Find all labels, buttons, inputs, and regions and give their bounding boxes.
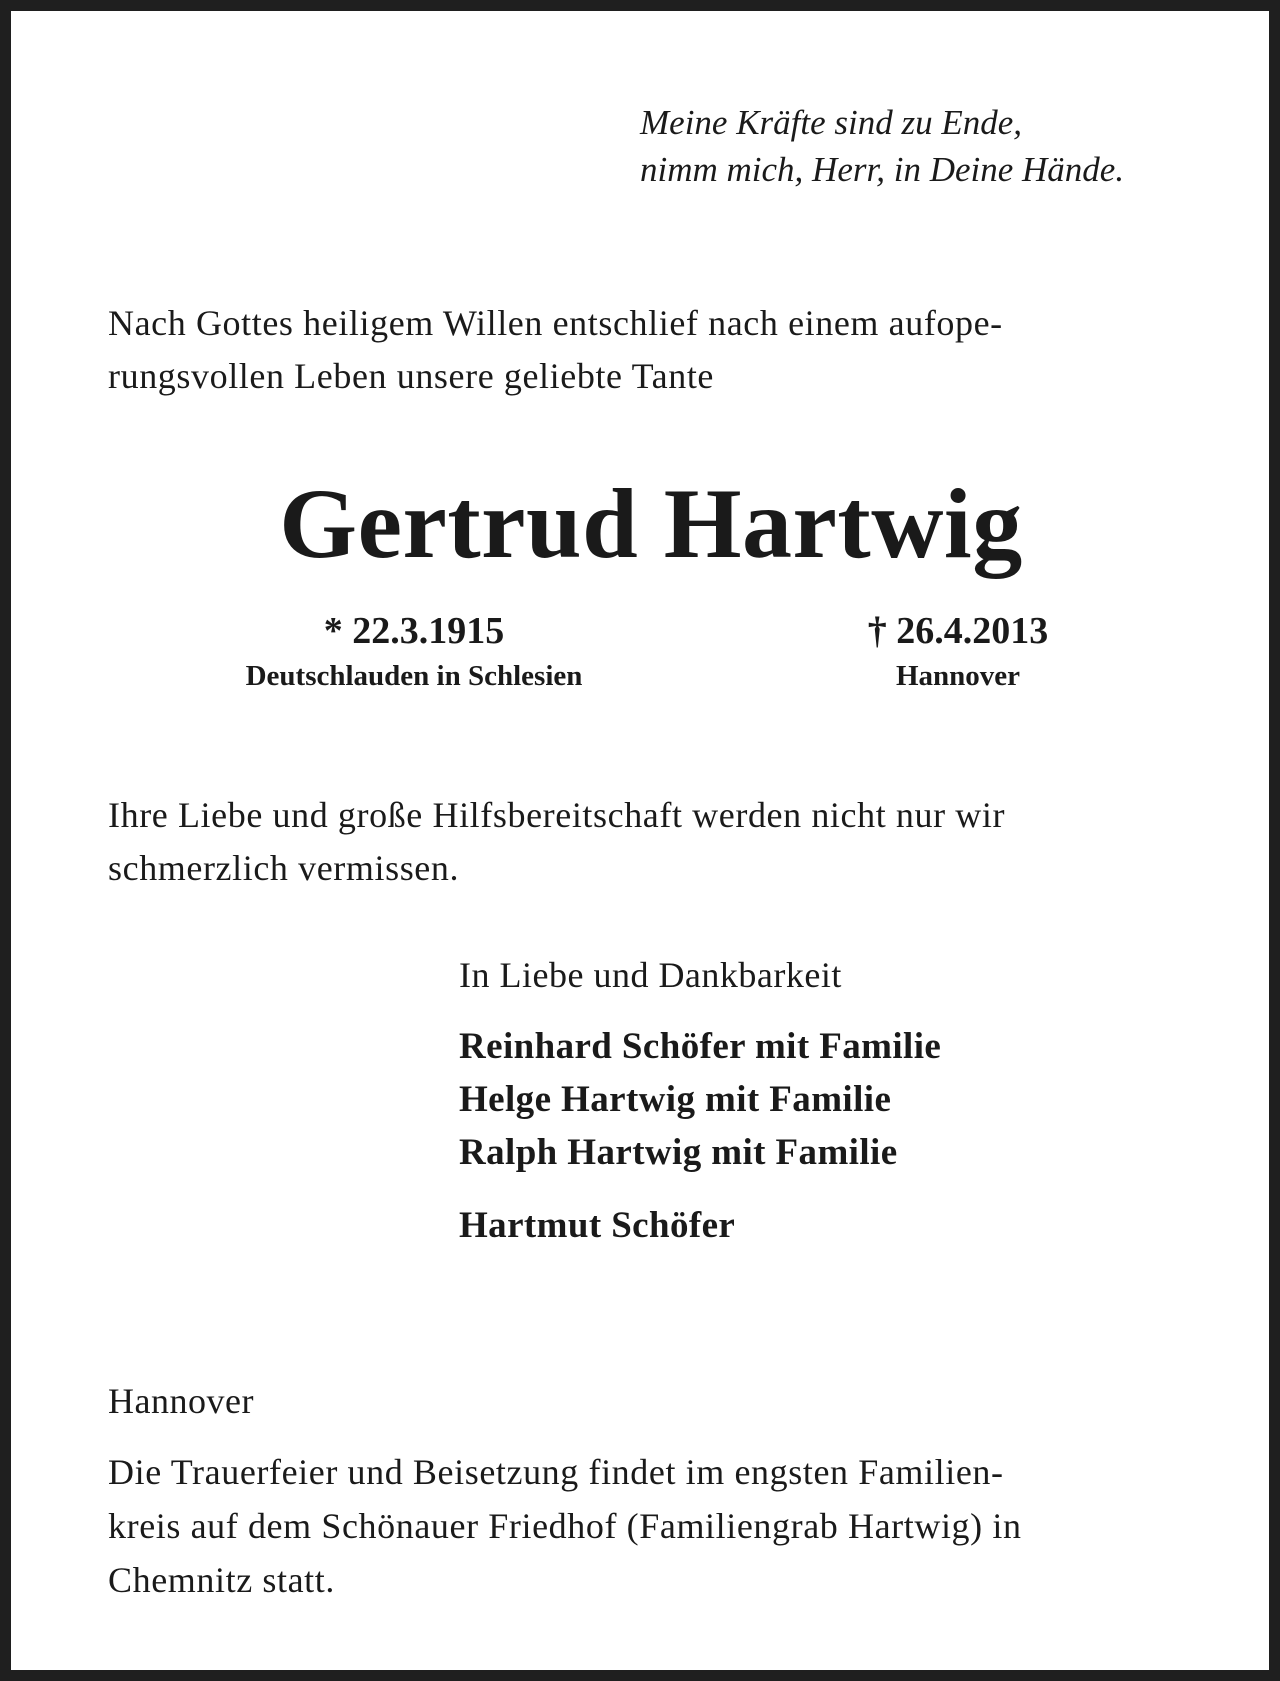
tribute-text	[108, 789, 1005, 895]
birth-block	[214, 606, 614, 696]
tribute-line: Ihre Liebe und große Hilfsbereitschaft werden nicht nur wir	[108, 795, 1006, 835]
death-block	[808, 606, 1108, 696]
funeral-line: Die Trauerfeier und Beisetzung findet im engsten Familien-	[108, 1452, 1004, 1492]
intro-line: Nach Gottes heiligem Willen entschlief nach einem aufope-	[108, 303, 1003, 343]
birth-date: * 22.3.1915	[323, 610, 505, 652]
death-place: Hannover	[895, 660, 1021, 692]
deceased-name: Gertrud Hartwig	[279, 468, 1023, 579]
death-date: † 26.4.2013	[867, 610, 1049, 652]
birth-place: Deutschlauden in Schlesien	[245, 660, 583, 692]
bible-verse-line: nimm mich, Herr, in Deine Hände.	[640, 150, 1125, 189]
bible-verse	[640, 99, 1124, 193]
funeral-line: Chemnitz statt.	[108, 1560, 335, 1600]
mourner-name: Hartmut Schöfer	[459, 1205, 736, 1246]
funeral-notice	[108, 1445, 1022, 1607]
intro-line: rungsvollen Leben unsere geliebte Tante	[108, 356, 715, 396]
funeral-line: kreis auf dem Schönauer Friedhof (Familiengrab Hartwig) in	[108, 1506, 1022, 1546]
bible-verse-line: Meine Kräfte sind zu Ende,	[640, 103, 1023, 142]
signoff: In Liebe und Dankbarkeit	[459, 955, 842, 995]
city: Hannover	[108, 1381, 254, 1421]
intro-text	[108, 297, 1003, 403]
mourners-list	[459, 1020, 941, 1179]
tribute-line: schmerzlich vermissen.	[108, 848, 460, 888]
mourner-name: Reinhard Schöfer mit Familie	[459, 1026, 942, 1067]
mourner-name: Ralph Hartwig mit Familie	[459, 1132, 898, 1173]
mourner-name: Helge Hartwig mit Familie	[459, 1079, 892, 1120]
